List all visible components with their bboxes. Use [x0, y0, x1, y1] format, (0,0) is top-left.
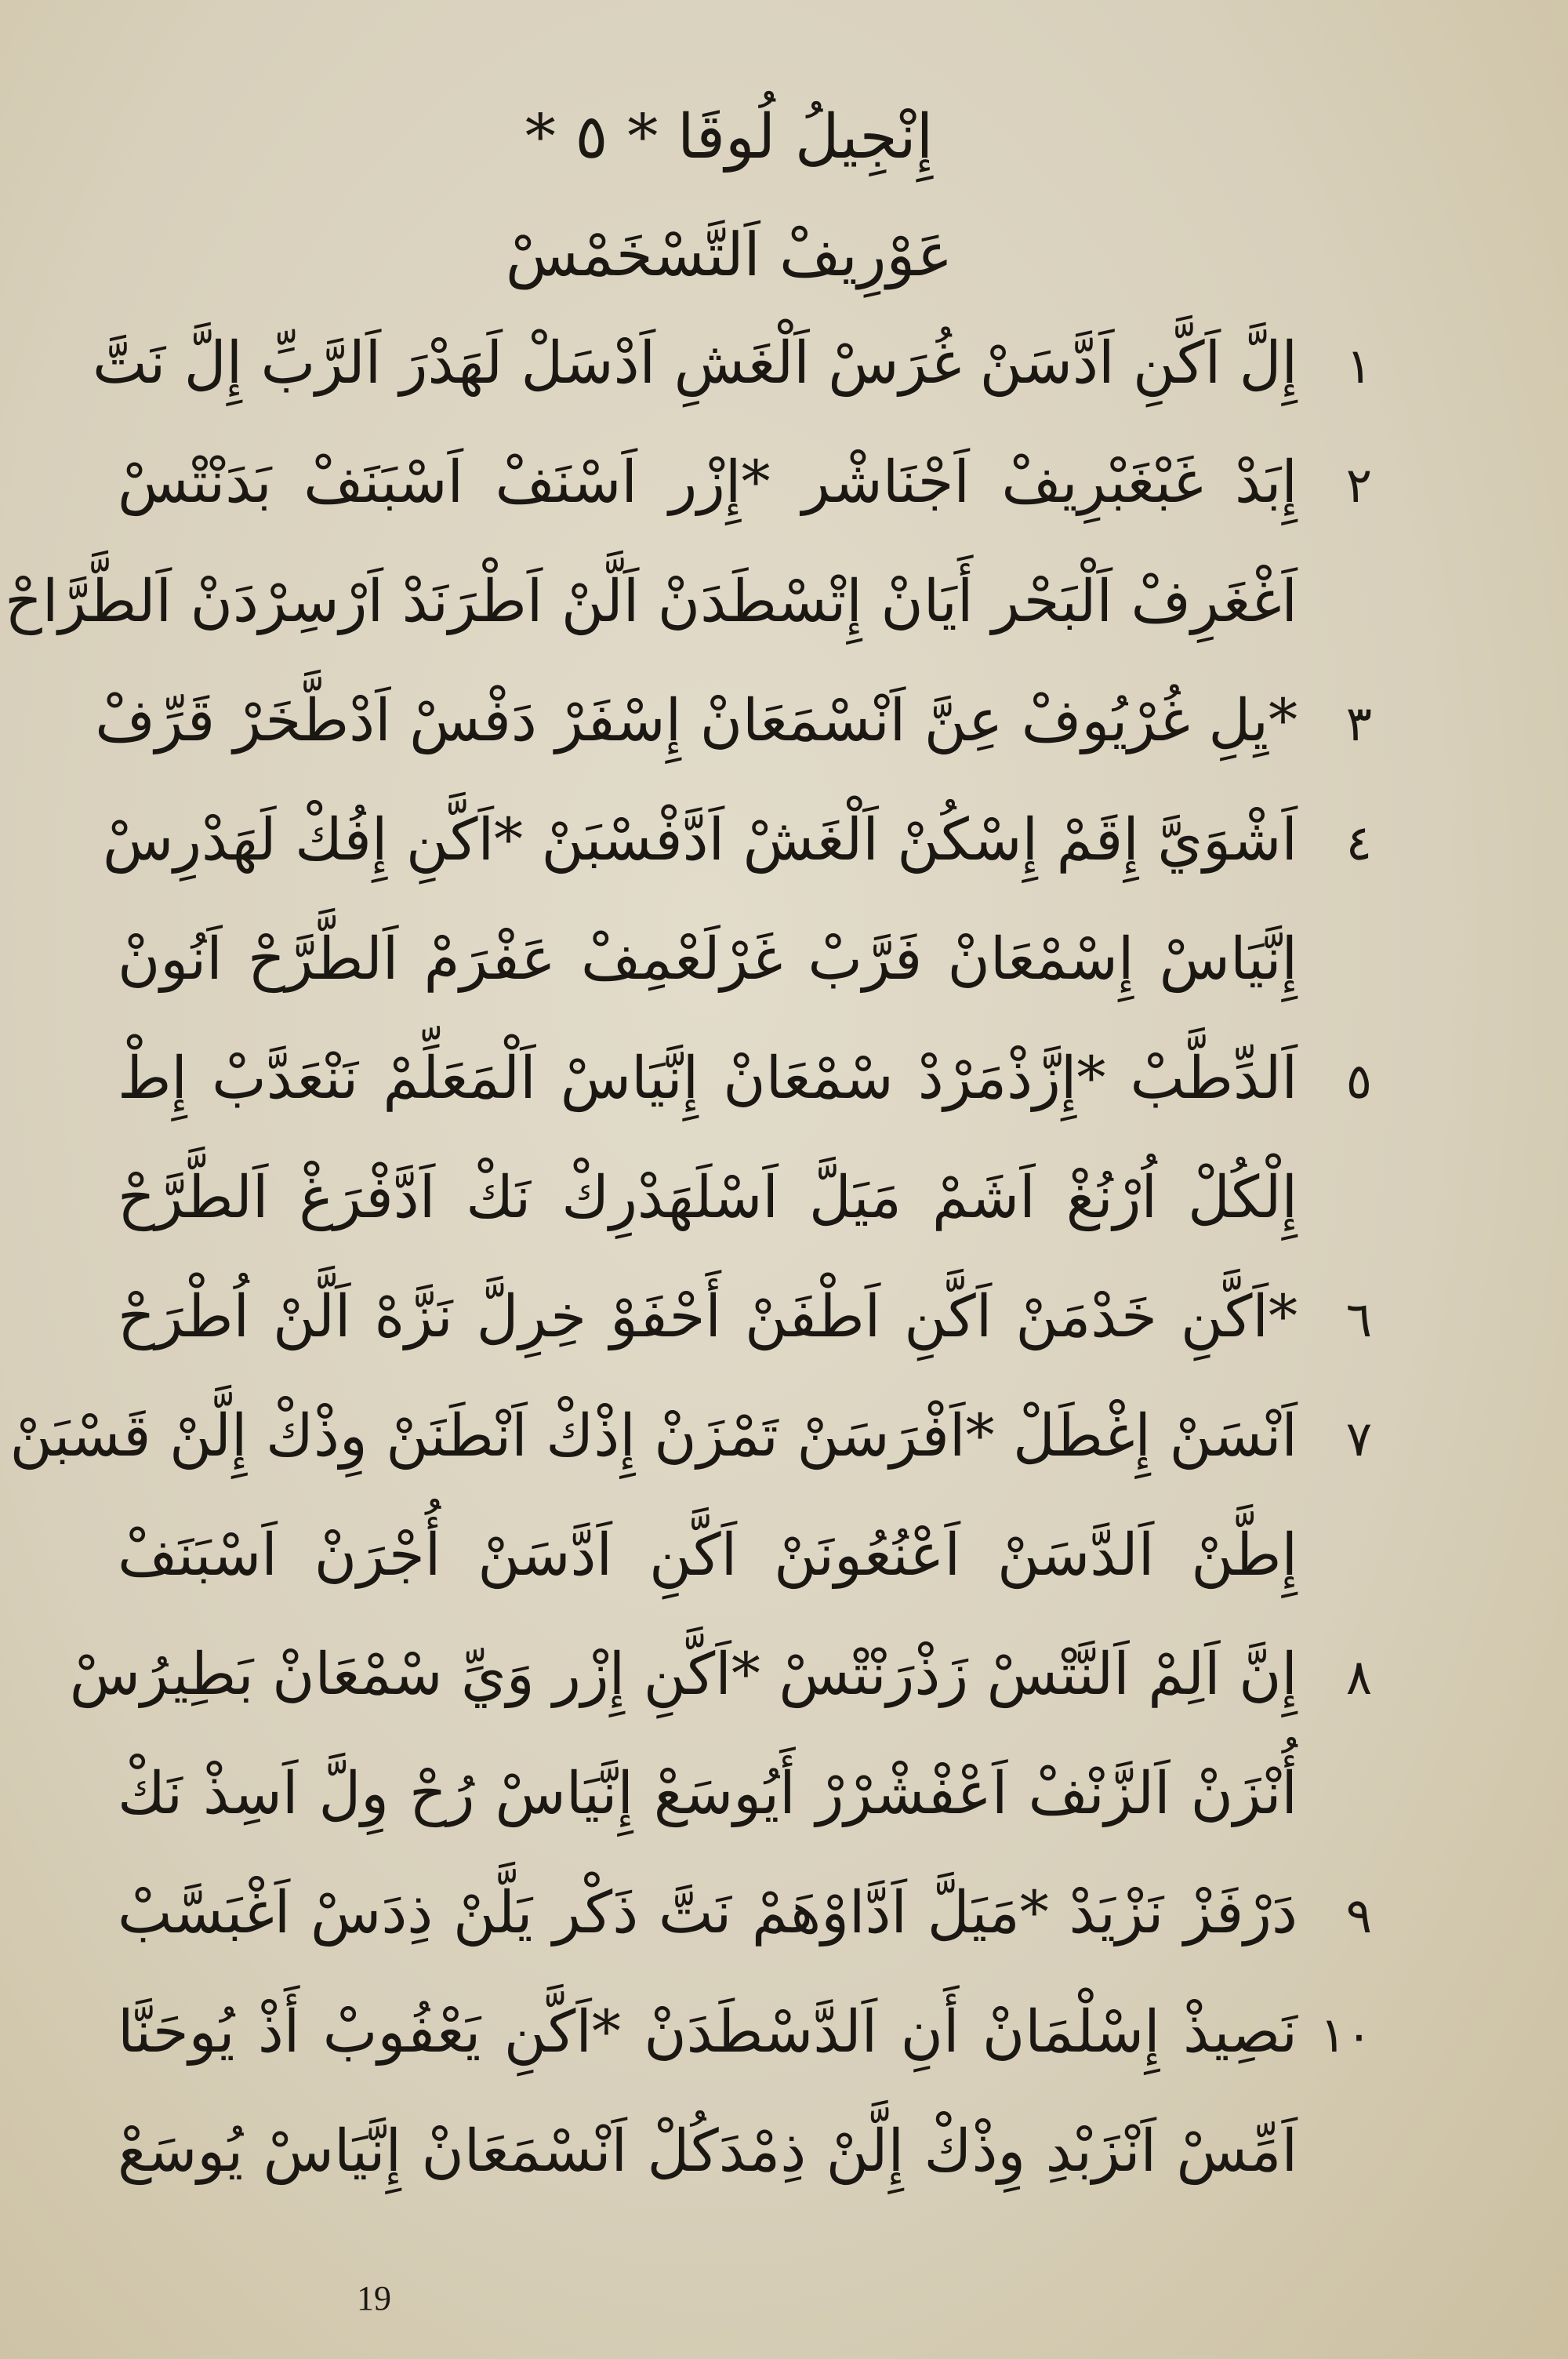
verse-line	[118, 1879, 1372, 1998]
verse-body	[5, 329, 1372, 2237]
verse-line	[118, 449, 1372, 568]
verse-text: اَغْغَرِفْ اَلْبَحْر أَيَانْ إِتْسْطَدَنْ اَلَّنْ اَطْرَنَدْ اَرْسِرْدَنْ اَلطَّرَّاحْ	[5, 568, 1298, 635]
verse-line	[118, 1283, 1372, 1402]
verse-text: إِطَّنْ اَلدَّسَنْ اَعْنُعُونَنْ اَكَّنِ اَدَّسَنْ أُجْرَنْ اَسْبَنَفْ	[118, 1521, 1298, 1589]
verse-number: ٨	[1345, 1648, 1372, 1706]
verse-line	[69, 1641, 1372, 1760]
verse-text: أُنْزَنْ اَلزَّنْفْ اَعْفْشْرْرْ أَيُوسَعْ إِنَّيَاسْ رُحْ وِلَّ اَسِذْ نَكْ	[118, 1760, 1298, 1827]
verse-text: اَمِّسْ اَنْزَبْدِ وِذْكْ إِلَّنْ ذِمْدَكُلْ اَنْسْمَعَانْ إِنَّيَاسْ يُوسَعْ	[118, 2117, 1298, 2185]
verse-line	[9, 1402, 1372, 1521]
verse-text: إِلْكُلْ اُرْنُغْ اَشَمْ مَيَلَّ اَسْلَهَدْرِكْ نَكْ اَدَّفْرَغْ اَلطَّرَّحْ	[118, 1164, 1298, 1231]
verse-line	[118, 1998, 1372, 2117]
verse-text: *اَكَّنِ خَدْمَنْ اَكَّنِ اَطْفَنْ أَحْفَوْ خِرِلَّ نَزَّهْ اَلَّنْ اُطْرَحْ	[118, 1283, 1298, 1350]
verse-text: *يِلِ غُرْيُوفْ عِنَّ اَنْسْمَعَانْ إِسْفَرْ دَفْسْ اَدْطَّخَرْ قَرِّفْ	[95, 687, 1298, 754]
verse-number: ٣	[1345, 695, 1372, 752]
verse-text: نَصِيذْ إِسْلْمَانْ أَنِ اَلدَّسْطَدَنْ *اَكَّنِ يَعْفُوبْ أَذْ يُوحَنَّا	[118, 1998, 1298, 2066]
verse-number: ٤	[1345, 814, 1372, 871]
verse-text: اَلدِّطَّبْ *إِزَّذْمَرْدْ سْمْعَانْ إِنَّيَاسْ اَلْمَعَلِّمْ نَنْعَدَّبْ إِطْ	[118, 1045, 1298, 1112]
section-heading: عَوْرِيفْ اَلتَّسْخَمْسْ	[505, 220, 953, 289]
verse-line	[118, 1164, 1372, 1283]
verse-line	[5, 568, 1372, 687]
verse-number: ٩	[1345, 1887, 1372, 1944]
verse-text: إِنَّيَاسْ إِسْمْعَانْ فَرَّبْ غَرْلَعْمِفْ عَفْرَمْ اَلطَّرَّحْ اَنُونْ	[118, 925, 1298, 993]
verse-line	[102, 806, 1372, 925]
verse-text: دَرْفَزْ نَزْيَدْ *مَيَلَّ اَدَّاوْهَمْ نَتَّ ذَكْر يَلَّنْ ذِدَسْ اَغْبَسَّبْ	[118, 1879, 1298, 1946]
verse-line	[118, 1045, 1372, 1164]
verse-number: ٢	[1345, 456, 1372, 514]
verse-text: إِلَّ اَكَّنِ اَدَّسَنْ غُرَسْ اَلْغَشِ اَدْسَلْ لَهَدْرَ اَلرَّبِّ إِلَّ نَتَّ	[93, 329, 1298, 397]
verse-number: ٥	[1345, 1052, 1372, 1110]
page-number: 19	[357, 2279, 391, 2317]
page-title: إِنْجِيلُ لُوقَا * ٥ *	[524, 102, 934, 173]
verse-text: اَشْوَيَّ إِقَمْ إِسْكُنْ اَلْغَشْ اَدَّفْسْبَنْ *اَكَّنِ إِفُكْ لَهَدْرِسْ	[102, 806, 1298, 874]
verse-line	[93, 329, 1372, 449]
verse-number: ١	[1345, 337, 1372, 394]
verse-line	[118, 2117, 1372, 2237]
verse-line	[95, 687, 1372, 806]
verse-line	[118, 1521, 1372, 1641]
verse-text: إِنَّ اَلِمْ اَلنَّتْسْ زَذْرَنْتْسْ *اَكَّنِ إِزْر وَيِّ سْمْعَانْ بَطِيرُسْ	[69, 1641, 1298, 1708]
verse-number: ٧	[1345, 1410, 1372, 1467]
verse-number: ١٠	[1319, 2006, 1372, 2063]
verse-line	[118, 1760, 1372, 1879]
verse-line	[118, 925, 1372, 1045]
verse-text: إِبَدْ غَبْغَبْرِيفْ اَجْنَاشْر *إِزْر اَسْنَفْ اَسْبَنَفْ بَدَنْتْسْ	[118, 449, 1298, 516]
verse-number: ٦	[1345, 1291, 1372, 1348]
verse-text: اَنْسَنْ إِغْطَلْ *اَفْرَسَنْ تَمْزَنْ إِذْكْ اَنْطَنَنْ وِذْكْ إِلَّنْ قَسْبَنْ	[9, 1402, 1298, 1470]
